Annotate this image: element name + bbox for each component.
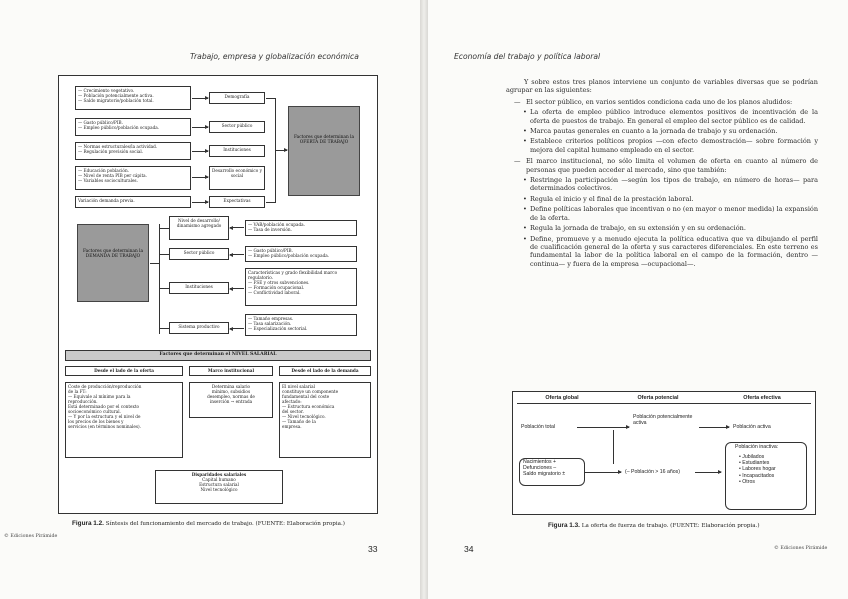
header-oferta-potencial: Oferta potencial <box>637 395 679 401</box>
group-line: Saldo migratorio ± <box>523 471 566 478</box>
figure-1-2 <box>58 75 378 514</box>
salario-line: empresa. <box>282 424 302 429</box>
salario-line: Determina salario <box>211 384 251 389</box>
bullet-item: • La oferta de empleo público introduce elementos positivos de incentivación de la oferta de puestos de trabajo. En general el empleo del sector público es de calidad. <box>530 108 818 125</box>
salario-line: afectado: <box>282 399 302 404</box>
oferta-input-box <box>75 166 191 190</box>
salario-bottom-line: Estructura salarial <box>199 482 239 487</box>
bullet-item: • Regula la jornada de trabajo, en su extensión y en su ordenación. <box>530 224 818 232</box>
dash-item-marco: — El marco institucional, no sólo limita el volumen de oferta en cuanto al número de personas que pueden acceder al mercado, sino que también: <box>506 157 818 174</box>
salario-line: desempleo, normas de <box>207 394 255 399</box>
connector <box>160 328 169 329</box>
connector <box>160 288 169 289</box>
salario-line: servicios (en términos nominales). <box>68 424 141 429</box>
input-line: — Gasto público/PIB. <box>78 120 123 125</box>
demanda-factor-sector: Sector público <box>169 248 229 260</box>
header-oferta-global: Oferta global <box>545 395 579 401</box>
bullet-list-1 <box>520 108 818 154</box>
arrow <box>275 150 287 151</box>
page-number-right: 34 <box>464 544 474 554</box>
demanda-detail-box <box>245 268 357 306</box>
bullet-list-2 <box>520 176 818 268</box>
caption-text: La oferta de fuerza de trabajo. (FUENTE: Elaboración propia.) <box>581 523 760 529</box>
detail-line: — Especialización sectorial. <box>248 326 308 331</box>
bullet-item: • Define, promueve y a menudo ejecuta la política educativa que va dibujando el perfil de cualificación general de la oferta y sus caracteres diferenciales. En este terreno es fundamental la labor de la política laboral en el campo de la formación, dentro —continua— y fuera de la empresa —ocupacional—. <box>530 235 818 269</box>
salario-bottom-box <box>155 470 283 504</box>
salario-line: — Equivale al mínimo para la <box>68 394 131 399</box>
salario-line: inserción → entrada <box>209 399 253 404</box>
running-head-left: Trabajo, empresa y globalización económica <box>190 52 359 61</box>
connector <box>266 202 276 203</box>
salario-line: de la FT: <box>68 389 87 394</box>
salario-line: El nivel salarial <box>282 384 315 389</box>
salario-line: los precios de los bienes y <box>68 419 124 424</box>
bullet-item: • Regula el inicio y el final de la prestación laboral. <box>530 195 818 203</box>
mid-group: (– Población > 16 años) <box>625 469 680 475</box>
salario-col-marco <box>189 382 273 418</box>
book-gutter <box>420 0 428 599</box>
input-line: — Nivel de renta PIB per cápita. <box>78 173 147 178</box>
demanda-de-trabajo-box: Factores que determinan la DEMANDA DE TRABAJO <box>77 224 149 302</box>
salario-col-head: Desde el lado de la demanda <box>279 366 371 376</box>
publisher-left: © Ediciones Pirámide <box>4 534 58 539</box>
input-line: — Crecimiento vegetativo. <box>78 88 135 93</box>
connector <box>150 263 160 264</box>
oferta-de-trabajo-box: Factores que determinan la OFERTA DE TRABAJO <box>288 106 360 196</box>
body-text <box>506 78 818 271</box>
arrow <box>585 472 621 473</box>
detail-line: — Tasa de inversión. <box>248 227 292 232</box>
arrow <box>695 472 721 473</box>
demanda-detail-box <box>245 246 357 262</box>
factor-desarrollo: Desarrollo económico y social <box>209 166 265 190</box>
salario-col-oferta <box>65 382 183 458</box>
salario-col-head: Marco institucional <box>189 366 273 376</box>
detail-line: — Conflictividad laboral. <box>248 290 301 295</box>
salario-col-head: Desde el lado de la oferta <box>65 366 183 376</box>
oferta-input-box <box>75 142 191 160</box>
factor-instituciones: Instituciones <box>209 145 265 157</box>
arrow <box>230 227 244 228</box>
connector <box>613 430 614 464</box>
demanda-factor-sistema: Sistema productivo <box>169 322 229 334</box>
input-line: — Variables socioculturales. <box>78 178 138 183</box>
salario-line: reproducción. <box>68 399 98 404</box>
connector <box>160 254 169 255</box>
group-line: Defunciones – <box>523 465 557 472</box>
salario-bottom-line: Capital humano <box>202 477 236 482</box>
salario-line: Coste de producción/reproducción <box>68 384 142 389</box>
inactiva-item: • Jubilados <box>739 454 765 460</box>
detail-line: — Formación ocupacional. <box>248 285 305 290</box>
input-line: — Regulación previsión social. <box>78 149 144 154</box>
publisher-right: © Ediciones Pirámide <box>774 546 828 551</box>
connector <box>159 224 160 334</box>
arrow <box>192 202 208 203</box>
connector <box>160 228 169 229</box>
right-page <box>428 0 848 599</box>
detail-line: Características y grado flexibilidad marco regulatorio. <box>248 270 338 280</box>
poblacion-total: Población total <box>521 424 556 430</box>
header-oferta-efectiva: Oferta efectiva <box>743 395 781 401</box>
intro-paragraph: Y sobre estos tres planos interviene un conjunto de variables diversas que se podrían agrupar en las siguientes: <box>506 78 818 95</box>
salario-line: Está determinado por el contexto <box>68 404 140 409</box>
arrow <box>192 177 208 178</box>
poblacion-potencial: Población potencialmente activa <box>633 414 693 427</box>
salario-line: — Estructura económica <box>282 404 335 409</box>
left-page <box>0 0 420 599</box>
inactiva-item: • Labores hogar <box>739 466 776 473</box>
arrow <box>577 427 629 428</box>
left-group <box>523 459 565 478</box>
salario-line: del sector. <box>282 409 304 414</box>
oferta-input-box <box>75 118 191 136</box>
arrow <box>230 288 244 289</box>
input-line: Variación demanda previa. <box>78 198 135 203</box>
detail-line: — VAB/población ocupada. <box>248 222 305 227</box>
caption-label: Figura 1.2. <box>72 520 104 527</box>
figure-1-3 <box>512 391 816 515</box>
salario-line: mínimo, subsidios <box>211 389 251 394</box>
bullet-item: • Establece criterios políticos propios —con efecto demostración— sobre formación y mejora del capital humano empleado en el sector. <box>530 137 818 154</box>
inactiva-item: • Estudiantes <box>739 460 770 467</box>
demanda-detail-box <box>245 314 357 336</box>
input-line: — Normas estructurales/la actividad. <box>78 144 158 149</box>
inactiva-item: • Otros <box>739 478 755 485</box>
arrow <box>699 427 729 428</box>
detail-line: — FSE y otros subvenciones. <box>248 280 310 285</box>
oferta-input-box <box>75 86 191 110</box>
arrow <box>192 98 208 99</box>
salario-line: — Y por la estructura y el nivel de <box>68 414 141 419</box>
caption-text: Síntesis del funcionamiento del mercado de trabajo. (FUENTE: Elaboración propia.) <box>105 521 345 527</box>
bullet-item: • Define políticas laborales que incentivan o no (en mayor o menor medida) la expansión de la oferta. <box>530 205 818 222</box>
salario-line: socioeconómico cultural. <box>68 409 121 414</box>
group-line: Nacimientos + <box>523 459 557 465</box>
salario-line: fundamental del coste <box>282 394 330 399</box>
dash-item-sector-publico: — El sector público, en varios sentidos condiciona cada uno de los planos aludidos: <box>506 98 818 106</box>
salario-bottom-line: Nivel tecnológico <box>200 487 238 492</box>
salario-col-demanda <box>279 382 371 458</box>
salario-line: — Tamaño de la <box>282 419 316 424</box>
oferta-input-box <box>75 196 191 208</box>
input-line: — Empleo público/población ocupada. <box>78 125 160 130</box>
running-head-right: Economía del trabajo y política laboral <box>454 52 601 61</box>
arrow <box>230 328 244 329</box>
caption-label: Figura 1.3. <box>548 522 580 529</box>
salario-line: — Nivel tecnológico. <box>282 414 326 419</box>
inactiva-title: Población inactiva: <box>735 444 779 450</box>
arrow <box>230 254 244 255</box>
demanda-factor-nivel: Nivel de desarrollo/ dinamismo agregado <box>169 216 229 240</box>
salario-bottom-line: Disparidades salariales <box>191 472 247 477</box>
detail-line: — Tamaño empresas. <box>248 316 294 321</box>
arrow <box>192 151 208 152</box>
bullet-item: • Restringe la participación —según los tipos de trabajo, en número de horas— para determinados colectivos. <box>530 176 818 193</box>
factor-sector-publico: Sector público <box>209 121 265 133</box>
header-rule <box>517 403 811 404</box>
demanda-factor-instituciones: Instituciones <box>169 282 229 294</box>
bullet-item: • Marca pautas generales en cuanto a la jornada de trabajo y su ordenación. <box>530 127 818 135</box>
figure-caption-left <box>72 520 345 527</box>
factor-expectativas: Expectativas <box>209 196 265 208</box>
demanda-detail-box <box>245 220 357 236</box>
inactiva-item: • Incapacitados <box>739 472 775 479</box>
input-line: — Población potencialmente activa. <box>78 93 154 98</box>
detail-line: — Empleo público/población ocupada. <box>248 253 330 258</box>
factor-demografia: Demografía <box>209 92 265 104</box>
salario-line: constituye un componente <box>282 389 339 394</box>
inactiva-list <box>739 454 776 485</box>
detail-line: — Gasto público/PIB. <box>248 248 293 253</box>
figure-caption-right <box>548 522 760 529</box>
connector <box>266 98 276 99</box>
nivel-salarial-title: Factores que determinan el NIVEL SALARIAL <box>65 350 371 361</box>
arrow <box>192 127 208 128</box>
page-number-left: 33 <box>368 544 378 554</box>
poblacion-activa: Población activa <box>733 424 771 430</box>
detail-line: — Tasa salarización. <box>248 321 292 326</box>
input-line: — Educación población. <box>78 168 129 173</box>
input-line: — Saldo migratorio/población total. <box>78 98 154 103</box>
